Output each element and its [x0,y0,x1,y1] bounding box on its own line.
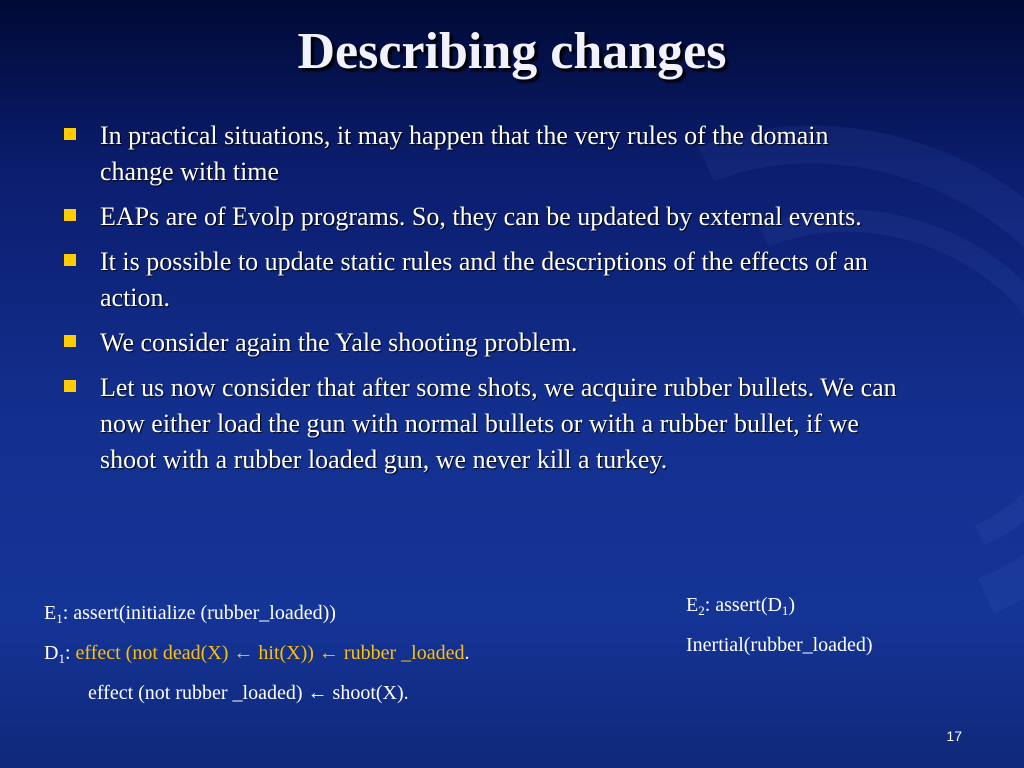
rules-left-block [44,596,469,710]
rule-e1 [44,596,469,636]
square-bullet-icon [64,209,76,221]
rule-d1-end: . [464,642,470,664]
rule-e2-label: E [686,594,699,616]
rule-d1-label: D [44,642,59,664]
bullet-list [62,118,902,487]
page-number: 17 [946,728,962,744]
rule-e2-subscript: 2 [698,603,705,618]
rule-d1-effect-text: effect (not dead(X) ← hit(X)) ← rubber _loaded [75,642,465,664]
rule-d1-colon: : [64,642,76,664]
square-bullet-icon [64,128,76,140]
rule-e2-arg-subscript: 1 [781,603,789,618]
bullet-text: Let us now consider that after some shots, we acquire rubber bullets. We can now either load the gun with normal bullets or with a rubber bullet, if we shoot with a rubber loaded gun, we never kill a turkey. [100,373,897,474]
bullet-text: We consider again the Yale shooting problem. [100,328,578,357]
bullet-item [62,199,902,235]
bullet-text: In practical situations, it may happen that the very rules of the domain change with time [100,121,829,186]
bullet-text: It is possible to update static rules and the descriptions of the effects of an action. [100,247,868,312]
rule-e1-text: : assert(initialize (rubber_loaded)) [62,602,336,624]
rule-inertial: Inertial(rubber_loaded) [686,634,873,656]
slide-title: Describing changes [297,23,727,80]
bullet-text: EAPs are of Evolp programs. So, they can be updated by external events. [100,202,862,231]
rule-e2-text: : assert(D [704,594,782,616]
bullet-item [62,325,902,361]
rules-right-block [686,588,873,662]
rule-d1-subscript: 1 [58,651,65,666]
square-bullet-icon [64,335,76,347]
bullet-item [62,118,902,190]
rule-d1-line2: effect (not rubber _loaded) ← shoot(X). [88,682,409,704]
square-bullet-icon [64,254,76,266]
bullet-item [62,244,902,316]
rule-e2 [686,588,873,628]
bullet-item [62,370,902,478]
rule-e2-close: ) [788,594,796,616]
rule-d1 [44,636,469,676]
rule-e1-subscript: 1 [56,611,63,626]
rule-e1-label: E [44,602,57,624]
square-bullet-icon [64,380,76,392]
